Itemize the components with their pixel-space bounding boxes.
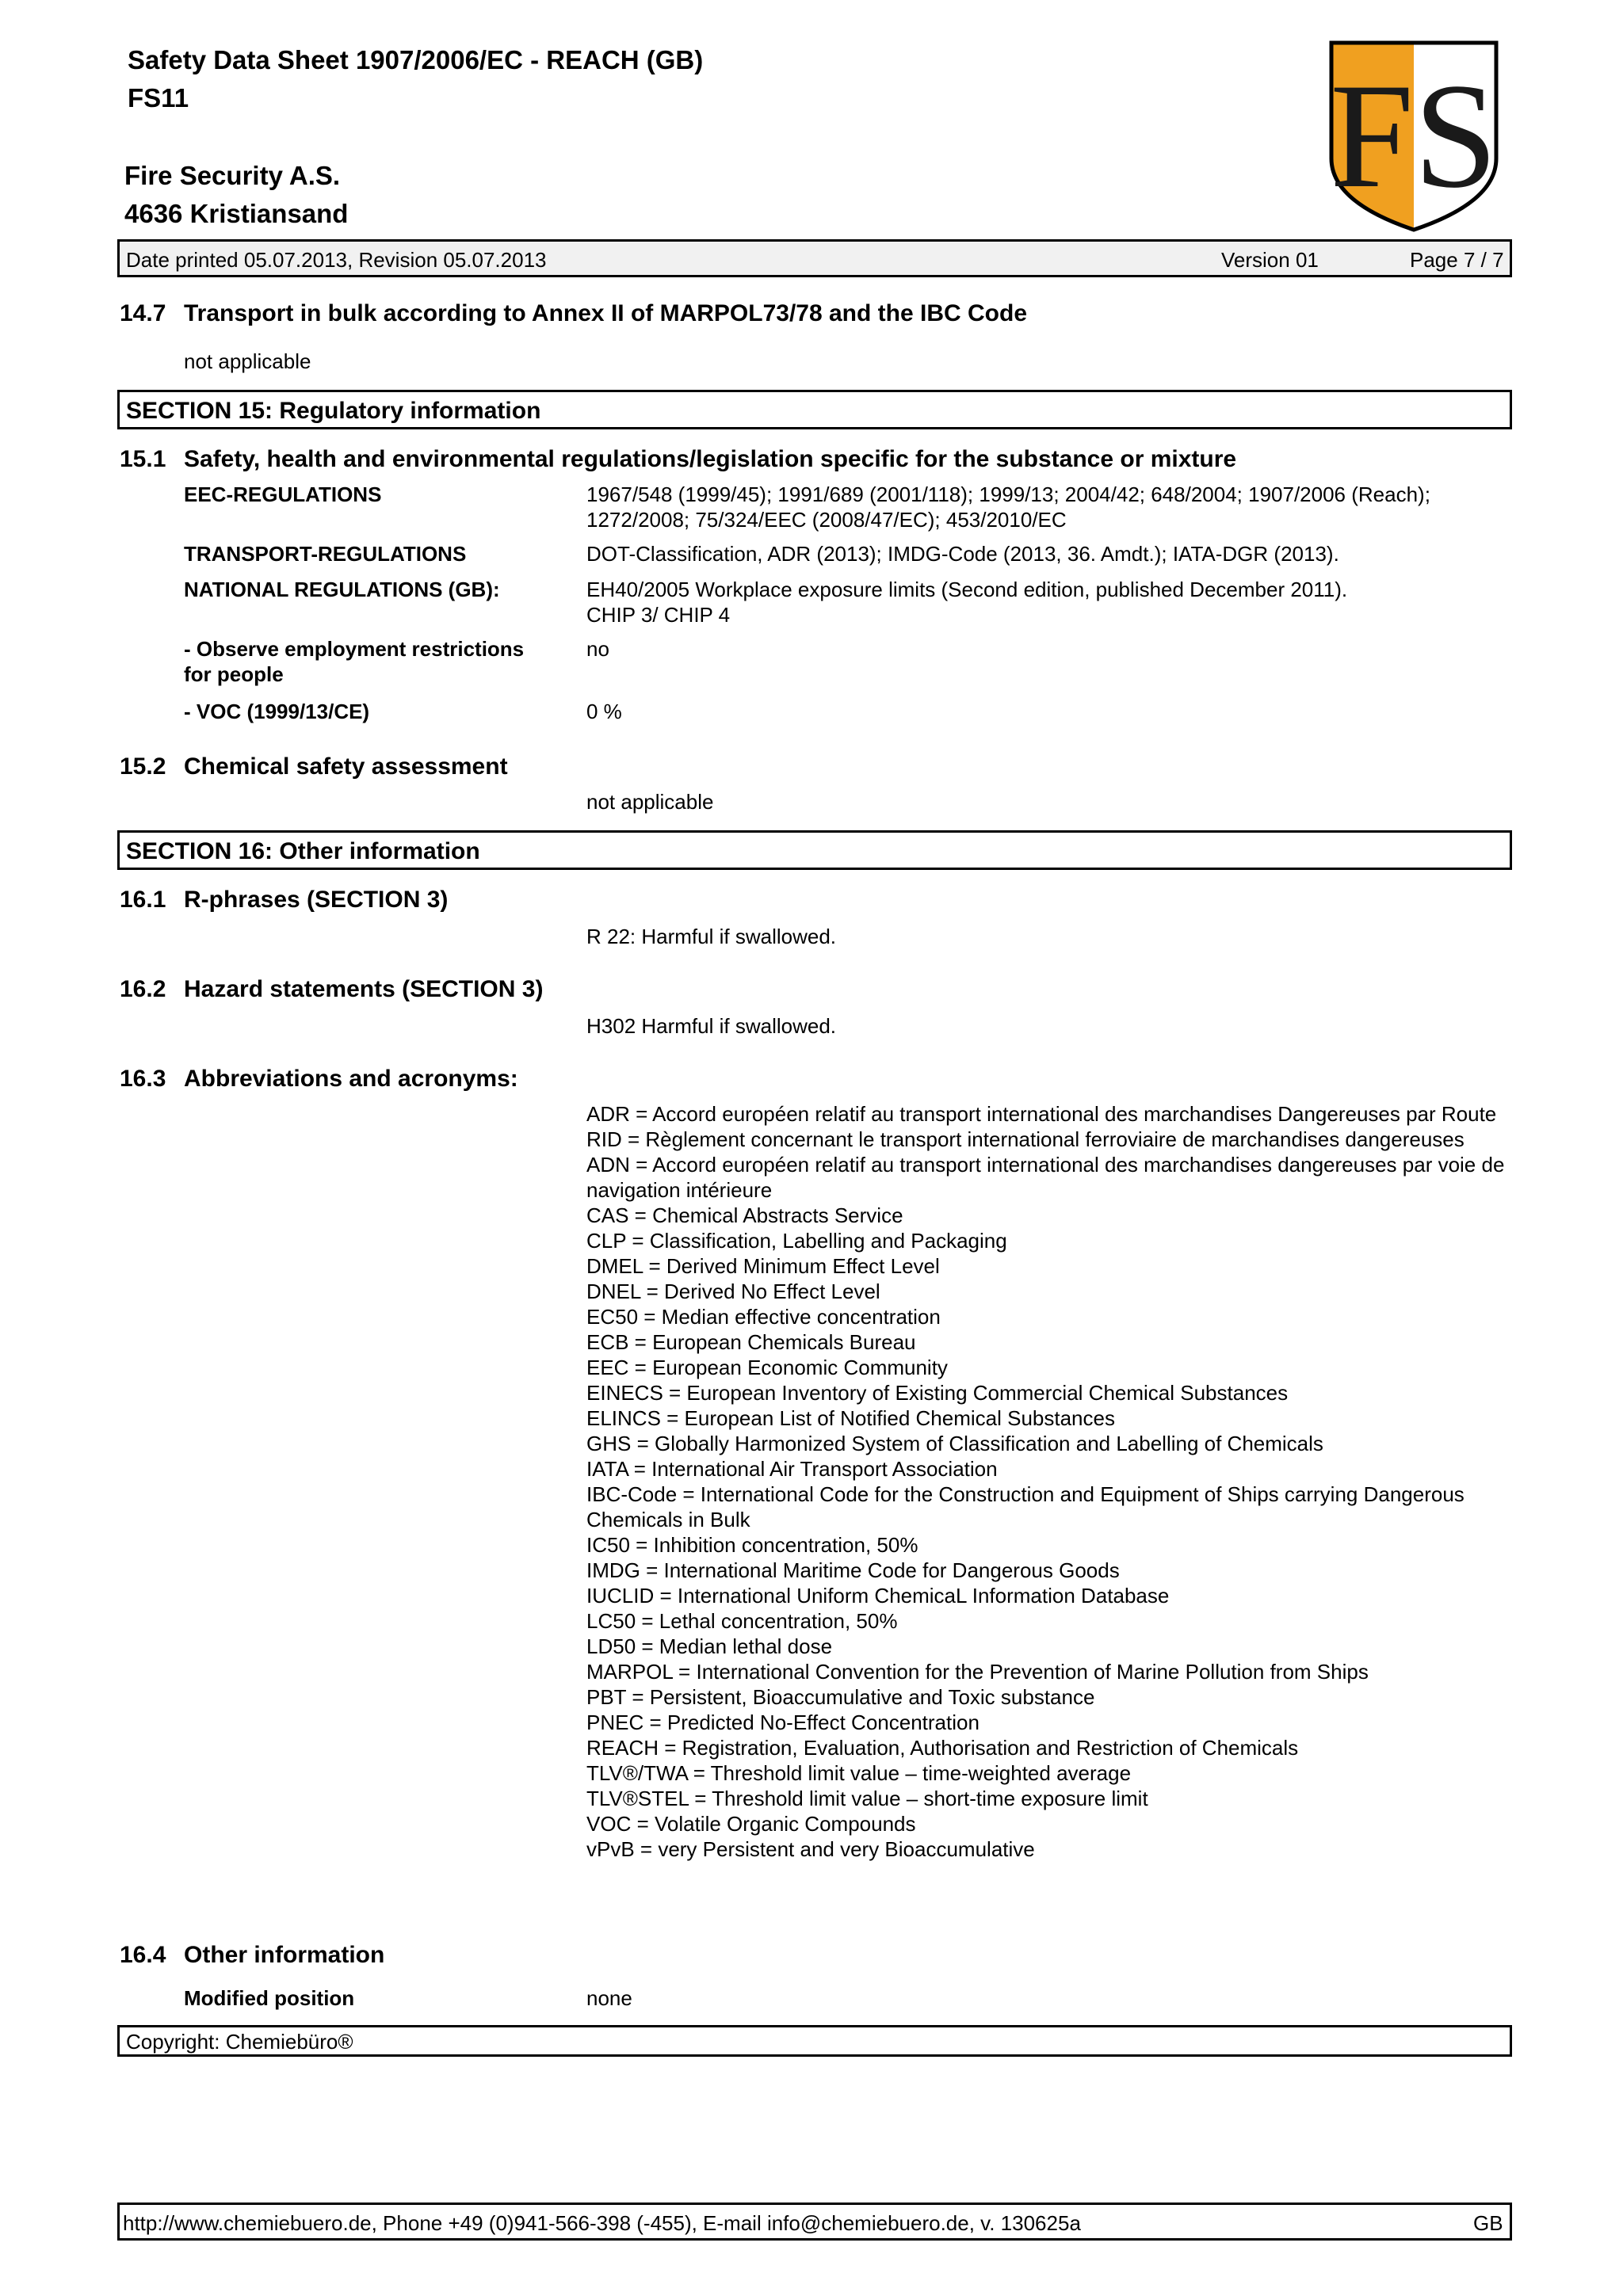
s15-2-text: not applicable <box>586 790 714 814</box>
abbreviation-item: ECB = European Chemicals Bureau <box>586 1330 916 1354</box>
row-value: no <box>586 637 609 661</box>
row-value: EH40/2005 Workplace exposure limits (Second edition, published December 2011). CHIP 3/ CHIP 4 <box>586 578 1348 627</box>
abbreviation-item: PNEC = Predicted No-Effect Concentration <box>586 1711 980 1734</box>
section-15-heading-text: SECTION 15: Regulatory information <box>126 398 541 424</box>
date-printed: Date printed 05.07.2013, Revision 05.07.2013 <box>126 248 547 272</box>
row-label: - Observe employment restrictions for people <box>184 637 525 686</box>
abbreviation-item: EINECS = European Inventory of Existing Commercial Chemical Substances <box>586 1381 1289 1405</box>
section-16-heading <box>117 830 1512 870</box>
abbreviation-item: ELINCS = European List of Notified Chemical Substances <box>586 1406 1115 1430</box>
abbreviation-item: TLV®/TWA = Threshold limit value – time-weighted average <box>586 1761 1132 1785</box>
page-footer <box>117 2203 1512 2241</box>
abbreviation-item: ADR = Accord européen relatif au transport international des marchandises Dangereuses par Route <box>586 1102 1497 1126</box>
row-value: 0 % <box>586 700 622 723</box>
s15-2-title: Chemical safety assessment <box>184 753 508 780</box>
s16-3-title: Abbreviations and acronyms: <box>184 1066 518 1092</box>
s16-4-title: Other information <box>184 1942 385 1968</box>
row-label: - VOC (1999/13/CE) <box>184 700 370 723</box>
abbreviation-item: EEC = European Economic Community <box>586 1356 948 1379</box>
abbreviation-item: VOC = Volatile Organic Compounds <box>586 1812 916 1836</box>
modified-position-value: none <box>586 1986 632 2010</box>
footer-contact: http://www.chemiebuero.de, Phone +49 (0)941-566-398 (-455), E-mail info@chemiebuero.de, v. 130625a <box>123 2211 1081 2235</box>
abbreviation-list <box>586 1101 1506 1862</box>
copyright-text: Copyright: Chemiebüro® <box>126 2030 353 2054</box>
s16-1-text: R 22: Harmful if swallowed. <box>586 925 836 948</box>
modified-position-label: Modified position <box>184 1986 355 2010</box>
abbreviation-item: ADN = Accord européen relatif au transport international des marchandises dangereuses par voie de navigation intérieure <box>586 1153 1505 1202</box>
abbreviation-item: TLV®STEL = Threshold limit value – short-time exposure limit <box>586 1787 1148 1810</box>
abbreviation-item: IBC-Code = International Code for the Construction and Equipment of Ships carrying Dangerous Chemicals in Bulk <box>586 1482 1465 1531</box>
abbreviation-item: EC50 = Median effective concentration <box>586 1305 941 1329</box>
abbreviation-item: IATA = International Air Transport Association <box>586 1457 998 1481</box>
s15-1-title: Safety, health and environmental regulations/legislation specific for the substance or mixture <box>184 446 1237 472</box>
revision-bar <box>117 239 1512 277</box>
logo-text: FS <box>1330 53 1498 219</box>
s15-1-number: 15.1 <box>120 446 166 472</box>
abbreviation-item: PBT = Persistent, Bioaccumulative and Toxic substance <box>586 1685 1095 1709</box>
abbreviation-item: vPvB = very Persistent and very Bioaccumulative <box>586 1837 1035 1861</box>
s16-1-number: 16.1 <box>120 887 166 913</box>
row-value: DOT-Classification, ADR (2013); IMDG-Code (2013, 36. Amdt.); IATA-DGR (2013). <box>586 542 1339 566</box>
abbreviation-item: LC50 = Lethal concentration, 50% <box>586 1609 898 1633</box>
product-name: FS11 <box>128 83 189 113</box>
s16-2-title: Hazard statements (SECTION 3) <box>184 976 544 1002</box>
abbreviation-item: IMDG = International Maritime Code for Dangerous Goods <box>586 1558 1120 1582</box>
abbreviation-item: LD50 = Median lethal dose <box>586 1634 833 1658</box>
s14-7-number: 14.7 <box>120 300 166 326</box>
abbreviation-item: RID = Règlement concernant le transport international ferroviaire de marchandises dangereuses <box>586 1127 1465 1151</box>
company-name: Fire Security A.S. <box>124 161 341 190</box>
document-title: Safety Data Sheet 1907/2006/EC - REACH (GB) <box>128 45 704 74</box>
s16-1-title: R-phrases (SECTION 3) <box>184 887 449 913</box>
s16-3-number: 16.3 <box>120 1066 166 1092</box>
footer-country: GB <box>1473 2211 1503 2235</box>
row-label: EEC-REGULATIONS <box>184 482 382 506</box>
abbreviation-item: IUCLID = International Uniform ChemicaL Information Database <box>586 1584 1170 1608</box>
version-label: Version 01 <box>1221 248 1319 272</box>
abbreviation-item: CLP = Classification, Labelling and Packaging <box>586 1229 1007 1253</box>
s15-2-number: 15.2 <box>120 753 166 780</box>
company-city: 4636 Kristiansand <box>124 199 349 228</box>
abbreviation-item: CAS = Chemical Abstracts Service <box>586 1203 903 1227</box>
abbreviation-item: GHS = Globally Harmonized System of Classification and Labelling of Chemicals <box>586 1432 1323 1455</box>
copyright-bar <box>117 2025 1512 2057</box>
abbreviation-item: IC50 = Inhibition concentration, 50% <box>586 1533 918 1557</box>
abbreviation-item: MARPOL = International Convention for the Prevention of Marine Pollution from Ships <box>586 1660 1369 1684</box>
row-label: NATIONAL REGULATIONS (GB): <box>184 578 500 601</box>
row-value: 1967/548 (1999/45); 1991/689 (2001/118); 1999/13; 2004/42; 648/2004; 1907/2006 (Reach); 1272/2008; 75/324/EEC (2008/47/EC); 453/2010/EC <box>586 482 1430 532</box>
s16-2-text: H302 Harmful if swallowed. <box>586 1014 837 1038</box>
abbreviation-item: DNEL = Derived No Effect Level <box>586 1280 880 1303</box>
company-logo <box>1328 40 1499 234</box>
page-number: Page 7 / 7 <box>1410 248 1504 272</box>
abbreviation-item: REACH = Registration, Evaluation, Authorisation and Restriction of Chemicals <box>586 1736 1299 1760</box>
s16-4-number: 16.4 <box>120 1942 166 1968</box>
s14-7-text: not applicable <box>184 349 311 373</box>
s14-7-title: Transport in bulk according to Annex II of MARPOL73/78 and the IBC Code <box>184 300 1028 326</box>
s16-2-number: 16.2 <box>120 976 166 1002</box>
abbreviation-item: DMEL = Derived Minimum Effect Level <box>586 1254 940 1278</box>
section-15-heading <box>117 390 1512 429</box>
section-16-heading-text: SECTION 16: Other information <box>126 838 480 864</box>
row-label: TRANSPORT-REGULATIONS <box>184 542 467 566</box>
